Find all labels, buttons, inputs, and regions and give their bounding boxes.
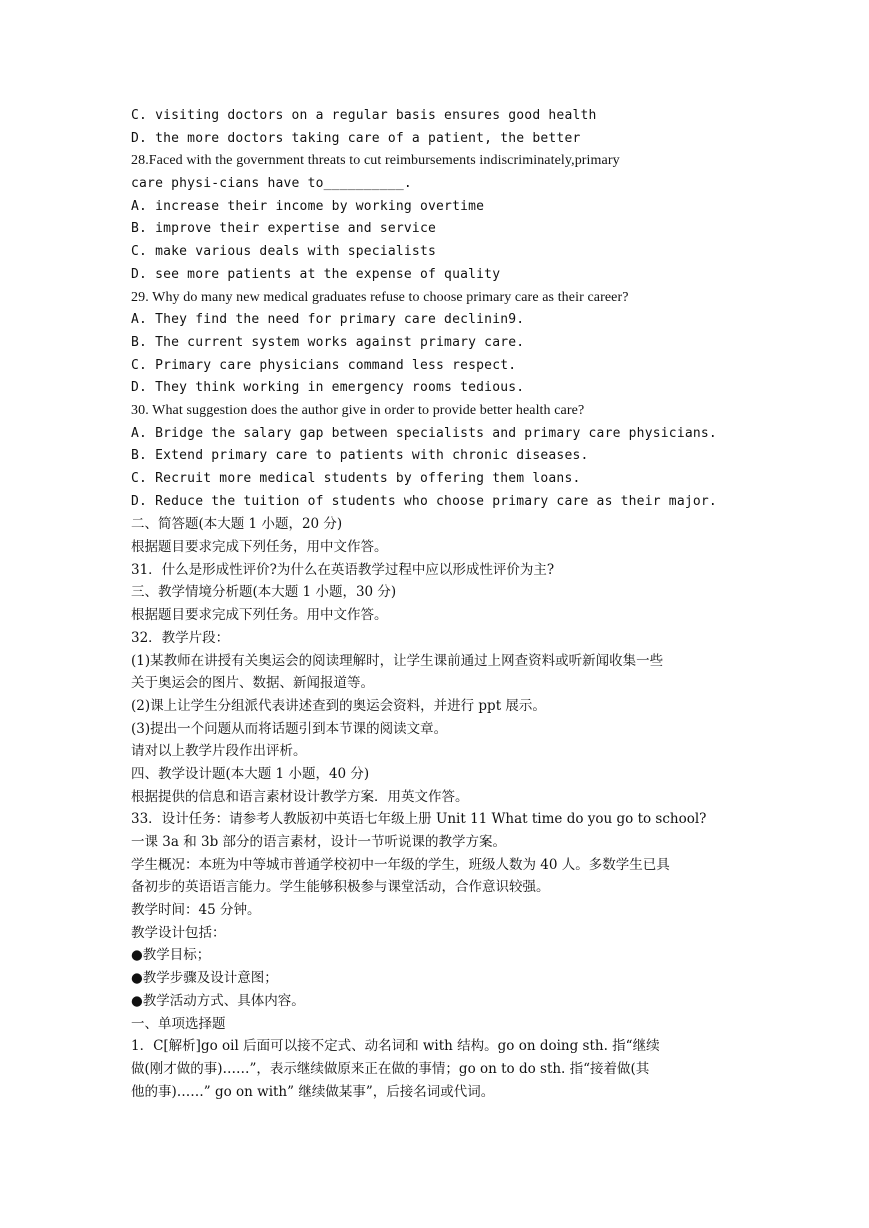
text-line: 教学时间：45 分钟。 <box>131 902 261 919</box>
text-line: 32．教学片段： <box>131 629 230 646</box>
text-line: 一、单项选择题 <box>131 1015 226 1032</box>
text-line: (2)课上让学生分组派代表讲述查到的奥运会资料，并进行 ppt 展示。 <box>131 697 546 714</box>
text-line: 备初步的英语语言能力。学生能够积极参与课堂活动，合作意识较强。 <box>131 879 550 896</box>
text-line: 他的事)……” go on with” 继续做某事”，后接名词或代词。 <box>131 1083 495 1100</box>
text-line: 关于奥运会的图片、数据、新闻报道等。 <box>131 675 374 692</box>
text-line: 三、教学情境分析题(本大题 1 小题，30 分) <box>131 584 397 601</box>
text-line: care physi-cians have to__________. <box>131 176 412 192</box>
text-line: (1)某教师在讲授有关奥运会的阅读理解时，让学生课前通过上网查资料或听新闻收集一些 <box>131 652 664 669</box>
text-line: ●教学步骤及设计意图； <box>131 970 278 987</box>
text-line: D. They think working in emergency rooms tedious. <box>131 380 525 396</box>
text-line: 做(刚才做的事)……”，表示继续做原来正在做的事情；go on to do sth. 指“接着做(其 <box>131 1060 650 1077</box>
text-line: D. the more doctors taking care of a patient, the better <box>131 130 581 146</box>
text-line: ●教学目标； <box>131 947 211 964</box>
text-line: A. Bridge the salary gap between specialists and primary care physicians. <box>131 425 717 441</box>
document-body <box>131 105 741 1103</box>
text-line: A. They find the need for primary care declinin9. <box>131 312 525 328</box>
text-line: D. see more patients at the expense of quality <box>131 266 501 282</box>
text-line: 30. What suggestion does the author give in order to provide better health care? <box>131 402 585 418</box>
text-line: C. Recruit more medical students by offering them loans. <box>131 471 581 486</box>
text-line: 请对以上教学片段作出评析。 <box>131 743 307 760</box>
text-line: C. visiting doctors on a regular basis ensures good health <box>131 108 597 123</box>
text-line: 一课 3a 和 3b 部分的语言素材，设计一节听说课的教学方案。 <box>131 834 507 850</box>
text-line: 四、教学设计题(本大题 1 小题，40 分) <box>131 765 370 782</box>
text-line: A. increase their income by working overtime <box>131 198 485 214</box>
text-line: 1．C[解析]go oil 后面可以接不定式、动名词和 with 结构。go on doing sth. 指“继续 <box>131 1038 660 1055</box>
text-line: 教学设计包括： <box>131 924 226 941</box>
text-line: 二、简答题(本大题 1 小题，20 分) <box>131 516 343 533</box>
text-line: 学生概况：本班为中等城市普通学校初中一年级的学生，班级人数为 40 人。多数学生已具 <box>131 856 670 873</box>
text-line: 根据题目要求完成下列任务。用中文作答。 <box>131 607 388 624</box>
text-line: B. improve their expertise and service <box>131 221 437 237</box>
text-line: B. Extend primary care to patients with chronic diseases. <box>131 448 589 464</box>
text-line: D. Reduce the tuition of students who choose primary care as their major. <box>131 493 717 509</box>
text-line: 28.Faced with the government threats to cut reimbursements indiscriminately,primary <box>131 153 620 169</box>
text-line: ●教学活动方式、具体内容。 <box>131 992 305 1009</box>
text-line: C. Primary care physicians command less respect. <box>131 357 517 373</box>
text-line: 33．设计任务：请参考人教版初中英语七年级上册 Unit 11 What time do you go to school? <box>131 811 707 828</box>
text-line: 31．什么是形成性评价?为什么在英语教学过程中应以形成性评价为主? <box>131 561 555 578</box>
text-line: C. make various deals with specialists <box>131 244 437 260</box>
text-line: 根据提供的信息和语言素材设计教学方案．用英文作答。 <box>131 788 469 805</box>
text-line: 29. Why do many new medical graduates refuse to choose primary care as their career? <box>131 289 629 305</box>
text-line: 根据题目要求完成下列任务，用中文作答。 <box>131 539 388 556</box>
text-line: (3)提出一个问题从而将话题引到本节课的阅读文章。 <box>131 720 448 737</box>
text-line: B. The current system works against primary care. <box>131 334 525 350</box>
